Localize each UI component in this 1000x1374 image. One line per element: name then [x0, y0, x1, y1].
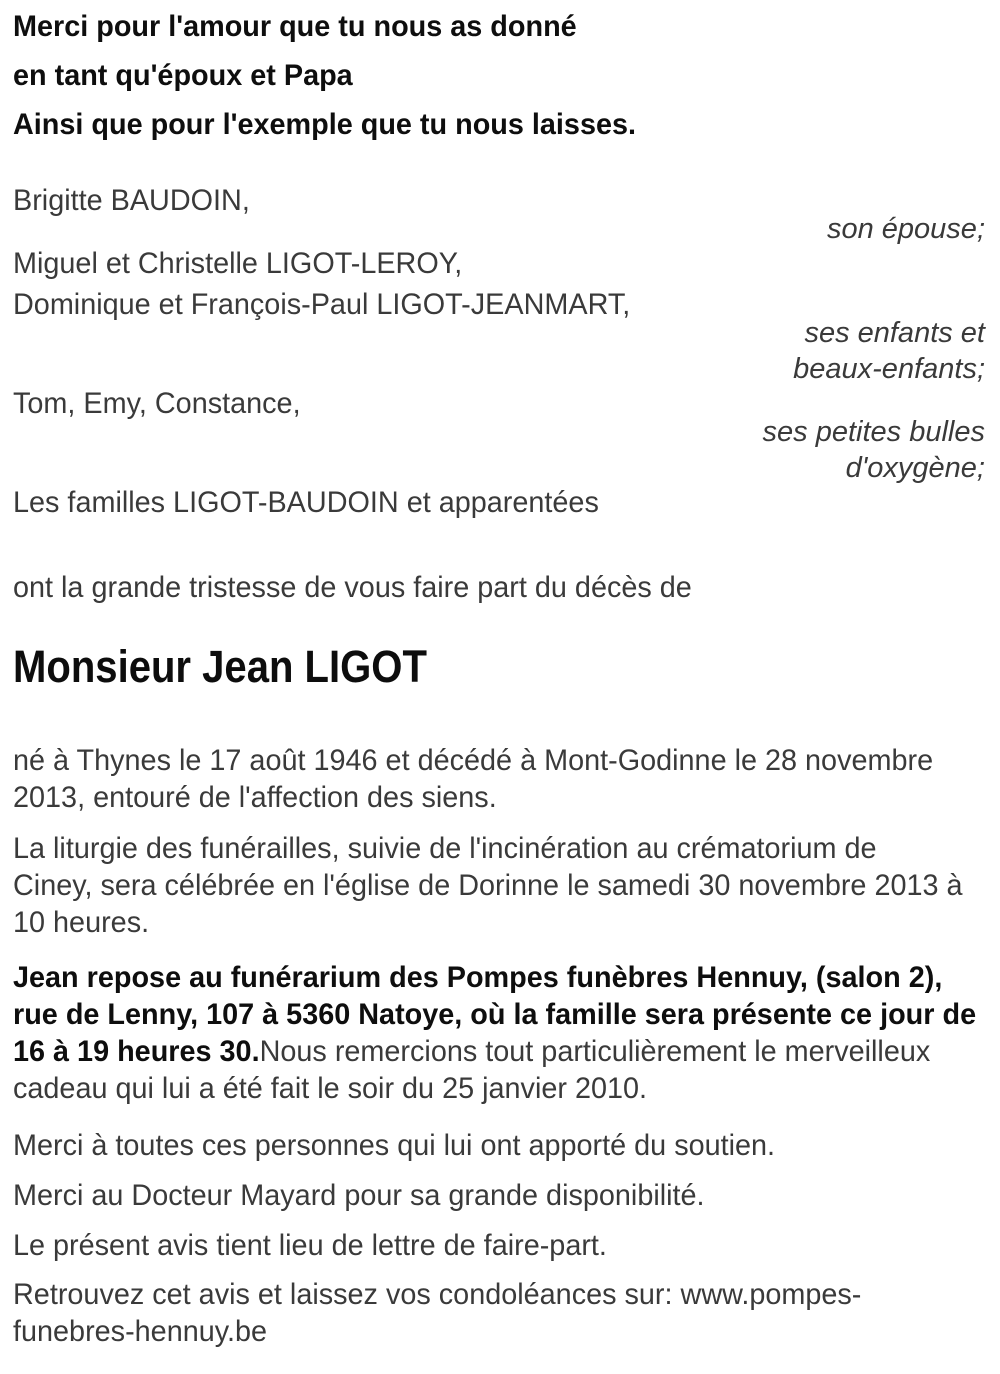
family-names-children [13, 243, 985, 325]
repose-bold-span: 16 à 19 heures 30. [13, 1035, 260, 1068]
thanks-support [13, 1127, 985, 1164]
repose-bold-line: Jean repose au funérarium des Pompes funèbres Hennuy, (salon 2), [13, 961, 943, 994]
relation-line: son épouse; [826, 213, 985, 245]
family-names-extended [13, 482, 985, 523]
text-line: né à Thynes le 17 août 1946 et décédé à Mont-Godinne le 28 novembre [13, 744, 934, 777]
relation-line: beaux-enfants; [793, 353, 985, 385]
announcement [13, 569, 985, 606]
tribute-line-1: Merci pour l'amour que tu nous as donné [13, 10, 577, 43]
repose-paragraph [13, 959, 985, 1107]
family-name-line: Brigitte BAUDOIN, [13, 184, 250, 217]
text-line: Ciney, sera célébrée en l'église de Dorinne le samedi 30 novembre 2013 à [13, 869, 963, 902]
intro-tribute [13, 2, 985, 149]
birth-death-paragraph [13, 742, 985, 816]
text-line: 10 heures. [13, 906, 150, 939]
text-line: Merci à toutes ces personnes qui lui ont apporté du soutien. [13, 1129, 776, 1162]
family-names-spouse [13, 180, 985, 221]
text-line: 2013, entouré de l'affection des siens. [13, 781, 497, 814]
repose-bold-line: rue de Lenny, 107 à 5360 Natoye, où la famille sera présente ce jour de [13, 998, 977, 1031]
relation-line: ses petites bulles [762, 416, 985, 448]
ceremony-paragraph [13, 830, 985, 941]
family-name-line: Les familles LIGOT-BAUDOIN et apparentées [13, 486, 599, 519]
legal-notice [13, 1227, 985, 1264]
text-line: La liturgie des funérailles, suivie de l'incinération au crématorium de [13, 832, 877, 865]
tribute-line-3: Ainsi que pour l'exemple que tu nous laisses. [13, 108, 637, 141]
deceased-name: Monsieur Jean LIGOT [13, 641, 427, 692]
text-line: cadeau qui lui a été fait le soir du 25 janvier 2010. [13, 1072, 648, 1105]
text-line: Le présent avis tient lieu de lettre de faire-part. [13, 1229, 607, 1262]
announcement-line: ont la grande tristesse de vous faire part du décès de [13, 571, 692, 604]
family-name-line: Dominique et François-Paul LIGOT-JEANMART, [13, 288, 631, 321]
website-line: funebres-hennuy.be [13, 1315, 268, 1348]
tribute-line-2: en tant qu'époux et Papa [13, 59, 353, 92]
family-names-grandchildren [13, 383, 985, 424]
condolences-paragraph [13, 1276, 985, 1350]
relation-children [13, 315, 985, 387]
family-name-line: Tom, Emy, Constance, [13, 387, 301, 420]
repose-mixed-line [13, 1033, 946, 1070]
thanks-doctor [13, 1177, 985, 1214]
relation-line: ses enfants et [804, 317, 985, 349]
relation-line: d'oxygène; [845, 452, 985, 484]
relation-grandchildren [13, 414, 985, 486]
family-name-line: Miguel et Christelle LIGOT-LEROY, [13, 247, 463, 280]
condolences-line: Retrouvez cet avis et laissez vos condoléances sur: www.pompes- [13, 1278, 862, 1311]
text-line: Merci au Docteur Mayard pour sa grande disponibilité. [13, 1179, 705, 1212]
repose-regular-span: Nous remercions tout particulièrement le merveilleux [259, 1035, 931, 1068]
family-list [13, 180, 985, 523]
